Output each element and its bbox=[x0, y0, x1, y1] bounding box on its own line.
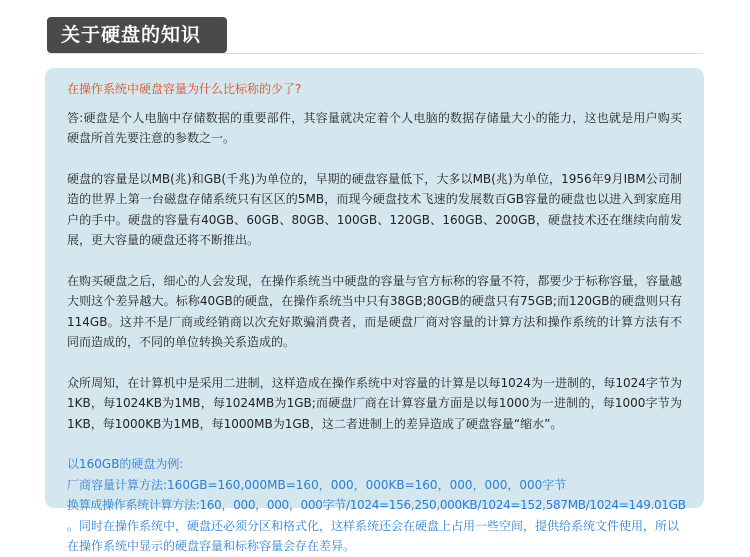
answer-paragraph-history: 硬盘的容量是以MB(兆)和GB(千兆)为单位的，早期的硬盘容量低下，大多以MB(兆)为单位，1956年9月IBM公司制造的世界上第一台磁盘存储系统只有区区的5MB，而现今硬盘技术飞速的发展数百GB容量的硬盘也以进入到家庭用户的手中。硬盘的容量有40GB、60GB、80GB、100GB、120GB、160GB、200GB，硬盘技术还在继续向前发展，更大容量的硬盘还将不断推出。 bbox=[67, 171, 682, 247]
example-note: 。同时在操作系统中，硬盘还必须分区和格式化，这样系统还会在硬盘上占用一些空间，提供给系统文件使用，所以在操作系统中显示的硬盘容量和标称容量会存在差异。 bbox=[67, 518, 680, 553]
answer-paragraph-intro: 答:硬盘是个人电脑中存储数据的重要部件，其容量就决定着个人电脑的数据存储量大小的能力，这也就是用户购买硬盘所首先要注意的参数之一。 bbox=[67, 110, 682, 145]
answer-paragraph-binary: 众所周知，在计算机中是采用二进制，这样造成在操作系统中对容量的计算是以每1024为一进制的，每1024字节为1KB，每1024KB为1MB，每1024MB为1GB;而硬盘厂商在计算容量方面是以每1000为一进制的，每1000字节为1KB，每1000KB为1MB，每1000MB为1GB，这二者进制上的差异造成了硬盘容量“缩水”。 bbox=[67, 375, 682, 431]
answer-paragraph-discrepancy: 在购买硬盘之后，细心的人会发现，在操作系统当中硬盘的容量与官方标称的容量不符，都要少于标称容量，容量越大则这个差异越大。标称40GB的硬盘，在操作系统当中只有38GB;80GB的硬盘只有75GB;而120GB的硬盘则只有114GB。这并不是厂商或经销商以次充好欺骗消费者，而是硬盘厂商对容量的计算方法和操作系统的计算方法有不同而造成的，不同的单位转换关系造成的。 bbox=[67, 273, 682, 349]
example-block bbox=[67, 454, 686, 557]
faq-panel bbox=[45, 68, 704, 553]
faq-question: 在操作系统中硬盘容量为什么比标称的少了? bbox=[67, 82, 302, 96]
example-heading: 以160GB的硬盘为例: bbox=[67, 457, 184, 471]
example-vendor-calc: 厂商容量计算方法:160GB=160,000MB=160，000，000KB=160，000，000，000字节 bbox=[67, 477, 567, 492]
title-divider bbox=[47, 53, 703, 54]
example-os-calc: 换算成操作系统计算方法:160，000，000，000字节/1024=156,250,000KB/1024=152,587MB/1024=149.01GB bbox=[67, 498, 686, 512]
section-title: 关于硬盘的知识 bbox=[47, 17, 227, 53]
